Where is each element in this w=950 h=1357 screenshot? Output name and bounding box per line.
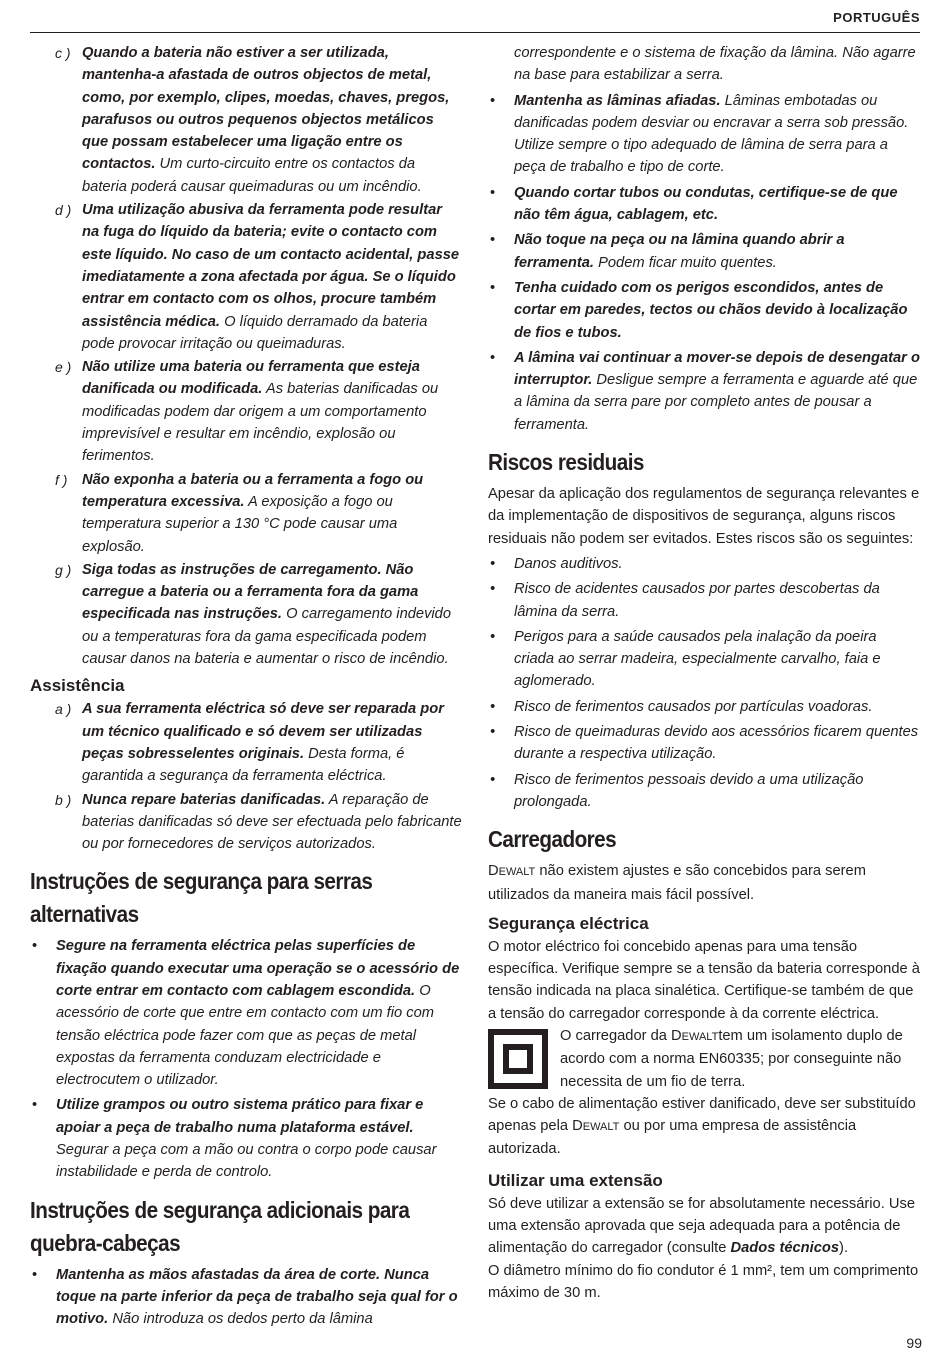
cable-post: ou por uma empresa de assistência autorizada.	[488, 1118, 857, 1158]
bullet-bold-text: Tenha cuidado com os perigos escondidos, antes de cortar em paredes, tectos ou chãos devido à localização de fios e tubos.	[514, 279, 908, 341]
bullet-bold-text: Não toque na peça ou na lâmina quando abrir a ferramenta.	[514, 232, 845, 271]
language-label: PORTUGUÊS	[833, 10, 920, 25]
item-bold-text: Siga todas as instruções de carregamento. Não carregue a bateria ou a ferramenta fora da gama especificada nas instruções.	[82, 561, 419, 623]
saw-heading-line-1: Instruções de segurança para serras	[30, 868, 373, 895]
residual-item	[488, 721, 920, 766]
item-marker: c )	[55, 45, 71, 61]
extension-text	[488, 1193, 920, 1260]
jigsaw-safety-heading	[30, 1194, 419, 1260]
chargers-sentence: não existem ajustes e são concebidos para serem utilizados da maneira mais fácil possível.	[488, 863, 866, 903]
residual-text: Danos auditivos.	[514, 555, 623, 572]
chargers-heading: Carregadores	[488, 826, 617, 853]
double-insulation-block	[488, 1025, 920, 1093]
residual-text: Risco de acidentes causados por partes descobertas da lâmina da serra.	[514, 581, 880, 620]
item-marker: b )	[55, 791, 72, 808]
extension-diameter-text: O diâmetro mínimo do fio condutor é 1 mm², tem um comprimento máximo de 30 m.	[488, 1262, 919, 1301]
residual-text: Risco de queimaduras devido aos acessórios ficarem quentes durante a respectiva utilização.	[514, 724, 919, 763]
item-marker: f )	[55, 471, 68, 488]
brand-rest: EWALT	[681, 1030, 719, 1043]
bullet-normal-text: Segurar a peça com a mão ou contra o corpo pode causar instabilidade e perda de controlo.	[56, 1142, 437, 1181]
chargers-text	[488, 860, 920, 906]
blade-bullet-4	[488, 277, 920, 344]
residual-text: Risco de ferimentos causados por partículas voadoras.	[514, 698, 873, 715]
item-normal-text: As baterias danificadas ou modificadas podem dar origem a um comportamento imprevisível e resultar em incêndio, explosão ou ferimentos.	[82, 381, 439, 465]
blade-bullet-2	[488, 182, 920, 227]
item-bold-text: Nunca repare baterias danificadas.	[82, 791, 326, 808]
saw-safety-heading	[30, 865, 419, 931]
bullet-dot: •	[490, 555, 496, 572]
bullet-dot: •	[32, 1266, 38, 1283]
item-bold-text: Uma utilização abusiva da ferramenta pode resultar na fuga do líquido da bateria; evite o contacto com este líquido. No caso de um contacto acidental, passe imediatamente a zona afectada por água. Se o líquido entrar em contacto com os olhos, procure também assistência médica.	[82, 202, 460, 330]
bullet-normal-text: Podem ficar muito quentes.	[594, 254, 777, 271]
technical-data-reference: Dados técnicos	[730, 1240, 840, 1257]
brand-rest: EWALT	[498, 866, 536, 879]
cable-pre: Se o cabo de alimentação estiver danificado, deve ser substituído apenas pela D	[488, 1095, 916, 1135]
item-bold-text: Não utilize uma bateria ou ferramenta que esteja danificada ou modificada.	[82, 359, 420, 398]
bullet-bold-text: Mantenha as lâminas afiadas.	[514, 92, 721, 109]
residual-item	[488, 626, 920, 693]
service-item-b	[30, 789, 462, 856]
bullet-dot: •	[32, 938, 38, 955]
blade-bullet-3	[488, 229, 920, 274]
item-normal-text: Um curto-circuito entre os contactos da bateria poderá causar queimaduras ou um incêndio.	[82, 156, 422, 195]
residual-item	[488, 553, 920, 575]
extension-sentence-end: ).	[839, 1240, 849, 1257]
jigsaw-continuation: correspondente e o sistema de fixação da lâmina. Não agarre na base para estabilizar a serra.	[514, 45, 916, 84]
bullet-dot: •	[490, 184, 496, 201]
bullet-bold-text: Mantenha as mãos afastadas da área de corte. Nunca toque na parte inferior da peça de trabalho seja qual for o motivo.	[56, 1266, 458, 1328]
extension-heading: Utilizar uma extensão	[488, 1170, 663, 1190]
brand-initial: D	[488, 863, 499, 880]
cable-text	[488, 1093, 920, 1161]
residual-item	[488, 696, 920, 718]
residual-text: Risco de ferimentos pessoais devido a uma utilização prolongada.	[514, 771, 864, 810]
bullet-dot: •	[490, 771, 496, 788]
residual-item	[488, 578, 920, 623]
bullet-dot: •	[490, 581, 496, 598]
bullet-dot: •	[490, 92, 496, 109]
item-normal-text: A exposição a fogo ou temperatura superior a 130 °C pode causar uma explosão.	[82, 493, 398, 555]
electrical-text: O motor eléctrico foi concebido apenas para uma tensão específica. Verifique sempre se a tensão da bateria corresponde à tensão indicada na placa sinalética. Certifique-se também de que a tensão do carregador corresponde à da corrente eléctrica.	[488, 938, 920, 1022]
battery-item-g	[30, 559, 462, 670]
bullet-dot: •	[490, 724, 496, 741]
bullet-dot: •	[490, 349, 496, 366]
saw-bullet-1	[30, 935, 462, 1091]
item-bold-text: Não exponha a bateria ou a ferramenta a fogo ou temperatura excessiva.	[82, 471, 424, 510]
bullet-bold-text: Quando cortar tubos ou condutas, certifique-se de que não têm água, cablagem, etc.	[514, 184, 898, 224]
bullet-normal-text: Desligue sempre a ferramenta e aguarde até que a lâmina da serra pare por completo antes de pousar a ferramenta.	[514, 372, 918, 433]
right-column	[488, 42, 920, 1304]
battery-item-d	[30, 199, 462, 355]
header-rule	[30, 32, 920, 33]
bullet-dot: •	[490, 232, 496, 249]
double-insulation-icon	[488, 1029, 548, 1089]
item-marker: g )	[55, 561, 72, 578]
bullet-normal-text: O acessório de corte que entre em contacto com um fio com tensão eléctrica pode fazer com que as peças de metal expostas da ferramenta conduzam electricidade e electrocutem o utilizador.	[56, 982, 434, 1089]
electrical-safety-heading: Segurança eléctrica	[488, 913, 649, 933]
battery-item-f	[30, 469, 462, 558]
extension-sentence: Só deve utilizar a extensão se for absolutamente necessário. Use uma extensão aprovada que seja adequada para a potência de alimentação do carregador (consulte	[488, 1195, 915, 1257]
battery-item-c	[30, 42, 462, 198]
jigsaw-bullet-1	[30, 1264, 462, 1331]
bullet-bold-text: Segure na ferramenta eléctrica pelas superfícies de fixação quando executar uma operação se o acessório de corte entrar em contacto com cablagem escondida.	[56, 938, 460, 999]
blade-bullet-1	[488, 90, 920, 179]
page-number: 99	[906, 1335, 922, 1351]
item-normal-text: O carregamento indevido ou a temperaturas fora da gama especificada podem causar danos na bateria e aumentar o risco de incêndio.	[82, 606, 452, 668]
item-normal-text: Desta forma, é garantida a segurança da ferramenta eléctrica.	[82, 745, 405, 785]
bullet-dot: •	[490, 628, 496, 645]
item-bold-text: A sua ferramenta eléctrica só deve ser reparada por um técnico qualificado e só devem ser utilizadas peças sobresselentes originais.	[82, 701, 444, 762]
double-insulation-post: tem um isolamento duplo de acordo com a norma EN60335; por conseguinte não necessita de um fio de terra.	[560, 1027, 903, 1090]
residual-item	[488, 769, 920, 814]
bullet-bold-text: Utilize grampos ou outro sistema prático para fixar e apoiar a peça de trabalho numa plataforma estável.	[56, 1097, 424, 1136]
saw-heading-line-2: alternativas	[30, 901, 139, 928]
bullet-bold-text: A lâmina vai continuar a mover-se depois de desengatar o interruptor.	[514, 349, 920, 389]
bullet-dot: •	[490, 279, 496, 296]
service-heading: Assistência	[30, 676, 125, 696]
item-normal-text: A reparação de baterias danificadas só deve ser efectuada pelo fabricante ou por fornecedores de serviços autorizados.	[82, 791, 462, 853]
bullet-normal-text: Lâminas embotadas ou danificadas podem desviar ou encravar a serra sob pressão. Utilize sempre o tipo adequado de lâmina de serra para a peça de trabalho e tipo de corte.	[514, 92, 909, 176]
residual-risks-heading: Riscos residuais	[488, 449, 644, 476]
item-marker: e )	[55, 359, 72, 376]
bullet-dot: •	[32, 1097, 38, 1114]
service-item-a	[30, 698, 462, 787]
battery-item-e	[30, 356, 462, 467]
item-marker: d )	[55, 202, 72, 219]
saw-bullet-2	[30, 1094, 462, 1183]
item-bold-text: Quando a bateria não estiver a ser utilizada, mantenha-a afastada de outros objectos de metal, como, por exemplo, clipes, moedas, chaves, pregos, parafusos ou outros pequenos objectos metálicos que possam estabelecer uma ligação entre os contactos.	[82, 45, 450, 173]
residual-intro: Apesar da aplicação dos regulamentos de segurança relevantes e da implementação de dispositivos de segurança, alguns riscos residuais não podem ser evitados. Estes riscos são os seguintes:	[488, 486, 920, 547]
residual-text: Perigos para a saúde causados pela inalação da poeira criada ao serrar madeira, especialmente carvalho, faia e aglomerado.	[514, 628, 881, 690]
bullet-normal-text: Não introduza os dedos perto da lâmina	[108, 1311, 373, 1328]
jigsaw-heading-line-1: Instruções de segurança adicionais para	[30, 1196, 410, 1223]
left-column	[30, 42, 462, 1334]
double-insulation-pre: O carregador da D	[560, 1027, 682, 1044]
blade-bullet-5	[488, 347, 920, 436]
item-marker: a )	[55, 701, 72, 718]
jigsaw-heading-line-2: quebra-cabeças	[30, 1229, 181, 1256]
bullet-dot: •	[490, 698, 496, 715]
brand-rest: EWALT	[582, 1121, 620, 1134]
item-normal-text: O líquido derramado da bateria pode provocar irritação ou queimaduras.	[82, 313, 428, 352]
